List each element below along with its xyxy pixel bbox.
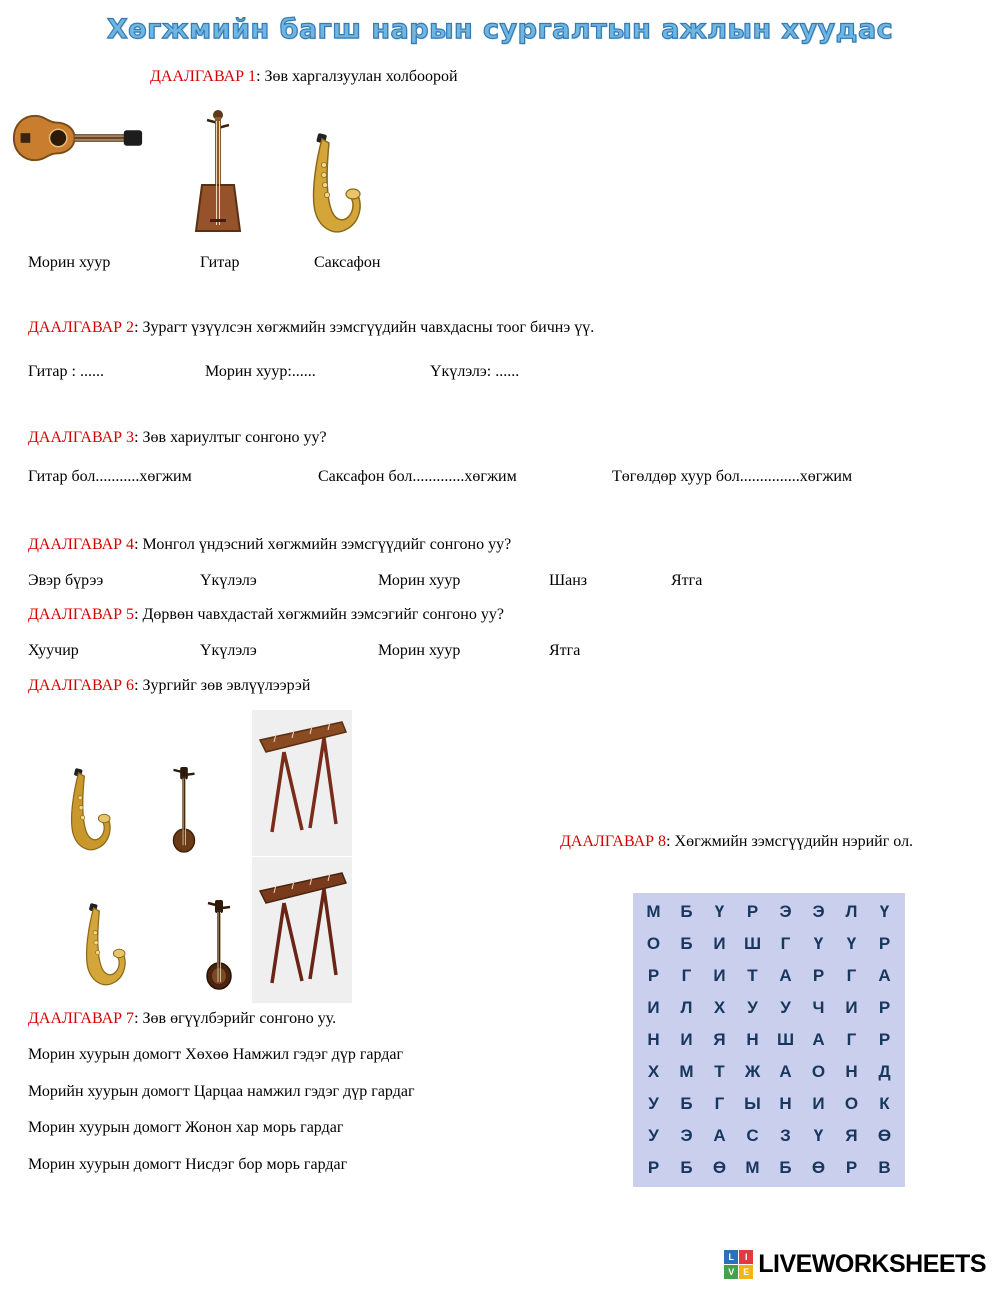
- task2-label: ДААЛГАВАР 2: [28, 319, 135, 336]
- grid-cell-r6c0[interactable]: У: [648, 1094, 659, 1113]
- grid-cell-r5c1[interactable]: М: [679, 1062, 694, 1081]
- task6-yatga-image-1[interactable]: [252, 710, 352, 856]
- guitar-image[interactable]: [10, 103, 145, 178]
- task2-blank-guitar[interactable]: Гитар : ......: [28, 363, 104, 380]
- grid-cell-r1c0[interactable]: О: [646, 934, 661, 953]
- grid-cell-r3c1[interactable]: Л: [680, 998, 693, 1017]
- task7-option-3[interactable]: Морин хуурын домогт Жонон хар морь гардаг: [28, 1119, 344, 1136]
- grid-cell-r8c5[interactable]: Ө: [811, 1158, 826, 1177]
- task2-header: [28, 319, 594, 337]
- task7-option-2[interactable]: Морийн хуурын домогт Царцаа намжил гэдэг дүр гардаг: [28, 1083, 415, 1100]
- grid-cell-r1c2[interactable]: И: [713, 934, 726, 953]
- task4-header: [28, 536, 511, 554]
- grid-cell-r3c6[interactable]: И: [845, 998, 858, 1017]
- grid-cell-r1c1[interactable]: Б: [680, 934, 693, 953]
- task4-label: ДААЛГАВАР 4: [28, 536, 135, 553]
- grid-cell-r7c3[interactable]: С: [746, 1126, 759, 1145]
- grid-cell-r2c7[interactable]: А: [878, 966, 891, 985]
- task5-text: : Дөрвөн чавхдастай хөгжмийн зэмсэгийг сонгоно уу?: [134, 606, 504, 623]
- grid-cell-r5c6[interactable]: Н: [845, 1062, 858, 1081]
- grid-cell-r5c4[interactable]: А: [779, 1062, 792, 1081]
- task7-header: [28, 1010, 336, 1028]
- task1-answer-guitar[interactable]: Гитар: [200, 254, 240, 271]
- saxophone-icon: [72, 903, 130, 989]
- grid-cell-r4c1[interactable]: И: [680, 1030, 693, 1049]
- task1-answer-morin-khuur[interactable]: Морин хуур: [28, 254, 111, 271]
- task6-header: [28, 677, 310, 695]
- task7-option-4[interactable]: Морин хуурын домогт Нисдэг бор морь гардаг: [28, 1156, 348, 1173]
- grid-cell-r3c3[interactable]: У: [747, 998, 758, 1017]
- grid-cell-r6c5[interactable]: И: [812, 1094, 825, 1113]
- task5-header: [28, 606, 504, 624]
- grid-cell-r4c6[interactable]: Г: [846, 1030, 857, 1049]
- grid-cell-r0c5[interactable]: Э: [812, 902, 825, 921]
- task8-text: : Хөгжмийн зэмсгүүдийн нэрийг ол.: [666, 833, 914, 850]
- liveworksheets-brand: LIVEWORKSHEETS: [758, 1250, 986, 1278]
- grid-cell-r3c5[interactable]: Ч: [812, 998, 825, 1017]
- task3-text: : Зөв хариултыг сонгоно уу?: [134, 429, 327, 446]
- task6-yatga-image-2[interactable]: [252, 857, 352, 1003]
- yatga-icon: [252, 710, 352, 856]
- grid-cell-r7c1[interactable]: Э: [680, 1126, 693, 1145]
- task3-blank-saxophone[interactable]: Саксафон бол.............хөгжим: [318, 468, 517, 485]
- logo-square-V: V: [724, 1265, 738, 1279]
- yatga-icon: [252, 857, 352, 1003]
- task7-label: ДААЛГАВАР 7: [28, 1010, 135, 1027]
- grid-cell-r6c6[interactable]: О: [844, 1094, 859, 1113]
- grid-cell-r5c7[interactable]: Д: [878, 1062, 891, 1081]
- grid-cell-r3c4[interactable]: У: [780, 998, 791, 1017]
- grid-cell-r4c2[interactable]: Я: [713, 1030, 726, 1049]
- task2-blank-morin-khuur[interactable]: Морин хуур:......: [205, 363, 316, 380]
- logo-square-E: E: [739, 1265, 753, 1279]
- grid-cell-r2c2[interactable]: И: [713, 966, 726, 985]
- task2-blank-ukulele[interactable]: Үкүлэлэ: ......: [430, 363, 520, 380]
- grid-cell-r5c5[interactable]: О: [811, 1062, 826, 1081]
- grid-cell-r8c2[interactable]: Ө: [712, 1158, 727, 1177]
- grid-cell-r1c6[interactable]: Ү: [846, 934, 857, 953]
- grid-cell-r6c1[interactable]: Б: [680, 1094, 693, 1113]
- grid-cell-r3c2[interactable]: Х: [713, 998, 726, 1017]
- task7-text: : Зөв өгүүлбэрийг сонгоно уу.: [134, 1010, 337, 1027]
- morin-khuur-icon: [182, 107, 254, 237]
- grid-cell-r2c0[interactable]: Р: [647, 966, 660, 985]
- grid-cell-r8c1[interactable]: Б: [680, 1158, 693, 1177]
- grid-cell-r2c6[interactable]: Г: [846, 966, 857, 985]
- grid-cell-r5c0[interactable]: Х: [647, 1062, 660, 1081]
- grid-cell-r0c2[interactable]: Ү: [714, 902, 725, 921]
- task3-header: [28, 429, 327, 447]
- grid-cell-r8c0[interactable]: Р: [647, 1158, 660, 1177]
- grid-cell-r2c4[interactable]: А: [779, 966, 792, 985]
- task1-header: [150, 68, 458, 86]
- grid-cell-r7c2[interactable]: А: [713, 1126, 726, 1145]
- grid-cell-r8c3[interactable]: М: [745, 1158, 760, 1177]
- grid-cell-r8c4[interactable]: Б: [779, 1158, 792, 1177]
- task6-saxophone-image-1[interactable]: [57, 768, 115, 859]
- grid-cell-r6c4[interactable]: Н: [779, 1094, 792, 1113]
- grid-cell-r3c7[interactable]: Р: [878, 998, 891, 1017]
- grid-cell-r1c5[interactable]: Ү: [813, 934, 824, 953]
- grid-cell-r7c4[interactable]: З: [780, 1126, 791, 1145]
- task5-option-ukulele[interactable]: Үкүлэлэ: [200, 642, 257, 659]
- task6-text: : Зургийг зөв эвлүүлээрэй: [134, 677, 311, 694]
- logo-square-I: I: [739, 1250, 753, 1264]
- grid-cell-r7c5[interactable]: Ү: [813, 1126, 824, 1145]
- task5-option-khuuchir[interactable]: Хуучир: [28, 642, 79, 659]
- shanz-icon: [196, 898, 242, 990]
- grid-cell-r2c1[interactable]: Г: [681, 966, 692, 985]
- task8-label: ДААЛГАВАР 8: [560, 833, 667, 850]
- grid-cell-r2c3[interactable]: Т: [747, 966, 758, 985]
- grid-cell-r4c5[interactable]: А: [812, 1030, 825, 1049]
- task4-option-morin-khuur[interactable]: Морин хуур: [378, 572, 461, 589]
- footer[interactable]: [724, 1250, 986, 1279]
- task6-shanz-image-1[interactable]: [163, 763, 205, 860]
- saxophone-icon: [300, 133, 362, 237]
- task3-blank-piano[interactable]: Төгөлдөр хуур бол...............хөгжим: [612, 468, 853, 485]
- grid-cell-r6c7[interactable]: К: [879, 1094, 890, 1113]
- task8-header: [560, 833, 913, 851]
- grid-cell-r0c4[interactable]: Э: [779, 902, 792, 921]
- grid-cell-r5c3[interactable]: Ж: [744, 1062, 761, 1081]
- grid-cell-r4c3[interactable]: Н: [746, 1030, 759, 1049]
- logo-square-L: L: [724, 1250, 738, 1264]
- grid-cell-r0c1[interactable]: Б: [680, 902, 693, 921]
- grid-cell-r1c4[interactable]: Г: [780, 934, 791, 953]
- task6-saxophone-image-2[interactable]: [72, 903, 130, 994]
- grid-cell-r7c6[interactable]: Я: [845, 1126, 858, 1145]
- task3-blank-guitar[interactable]: Гитар бол...........хөгжим: [28, 468, 192, 485]
- liveworksheets-logo: [724, 1250, 753, 1279]
- grid-cell-r6c2[interactable]: Г: [714, 1094, 725, 1113]
- grid-cell-r2c5[interactable]: Р: [812, 966, 825, 985]
- task4-option-shanz[interactable]: Шанз: [549, 572, 588, 589]
- saxophone-icon: [57, 768, 115, 854]
- grid-cell-r1c3[interactable]: Ш: [743, 934, 762, 953]
- grid-cell-r5c2[interactable]: Т: [714, 1062, 725, 1081]
- grid-cell-r0c3[interactable]: Р: [746, 902, 759, 921]
- task2-text: : Зурагт үзүүлсэн хөгжмийн зэмсгүүдийн чавхдасны тоог бичнэ үү.: [134, 319, 595, 336]
- page-title: Хөгжмийн багш нарын сургалтын ажлын хуудас: [106, 14, 894, 45]
- task1-answer-saxophone[interactable]: Саксафон: [314, 254, 381, 271]
- grid-cell-r4c7[interactable]: Р: [878, 1030, 891, 1049]
- grid-cell-r0c0[interactable]: М: [646, 902, 661, 921]
- task6-label: ДААЛГАВАР 6: [28, 677, 135, 694]
- task7-option-1[interactable]: Морин хуурын домогт Хөхөө Намжил гэдэг дүр гардаг: [28, 1046, 404, 1063]
- grid-cell-r7c0[interactable]: У: [648, 1126, 659, 1145]
- grid-cell-r3c0[interactable]: И: [647, 998, 660, 1017]
- task5-option-yatga[interactable]: Ятга: [549, 642, 581, 659]
- grid-cell-r4c4[interactable]: Ш: [776, 1030, 795, 1049]
- grid-cell-r4c0[interactable]: Н: [647, 1030, 660, 1049]
- task4-option-ever-buree[interactable]: Эвэр бүрээ: [28, 572, 104, 589]
- task3-label: ДААЛГАВАР 3: [28, 429, 135, 446]
- guitar-icon: [10, 103, 145, 173]
- grid-cell-r0c7[interactable]: Ү: [879, 902, 890, 921]
- morin-khuur-image[interactable]: [182, 107, 254, 242]
- task1-label: ДААЛГАВАР 1: [150, 68, 257, 85]
- grid-cell-r8c6[interactable]: Р: [845, 1158, 858, 1177]
- task4-option-yatga[interactable]: Ятга: [671, 572, 703, 589]
- grid-cell-r0c6[interactable]: Л: [845, 902, 858, 921]
- grid-cell-r7c7[interactable]: Ө: [877, 1126, 892, 1145]
- task1-text: : Зөв харгалзуулан холбоорой: [256, 68, 458, 85]
- word-search-grid[interactable]: [633, 893, 905, 1187]
- saxophone-image[interactable]: [300, 133, 362, 242]
- task5-label: ДААЛГАВАР 5: [28, 606, 135, 623]
- task5-option-morin-khuur[interactable]: Морин хуур: [378, 642, 461, 659]
- grid-cell-r8c7[interactable]: В: [878, 1158, 891, 1177]
- task4-option-ukulele[interactable]: Үкүлэлэ: [200, 572, 257, 589]
- grid-cell-r6c3[interactable]: Ы: [744, 1094, 761, 1113]
- task6-shanz-image-2[interactable]: [196, 898, 242, 995]
- grid-cell-r1c7[interactable]: Р: [878, 934, 891, 953]
- shanz-icon: [163, 763, 205, 855]
- task4-text: : Монгол үндэсний хөгжмийн зэмсгүүдийг сонгоно уу?: [134, 536, 512, 553]
